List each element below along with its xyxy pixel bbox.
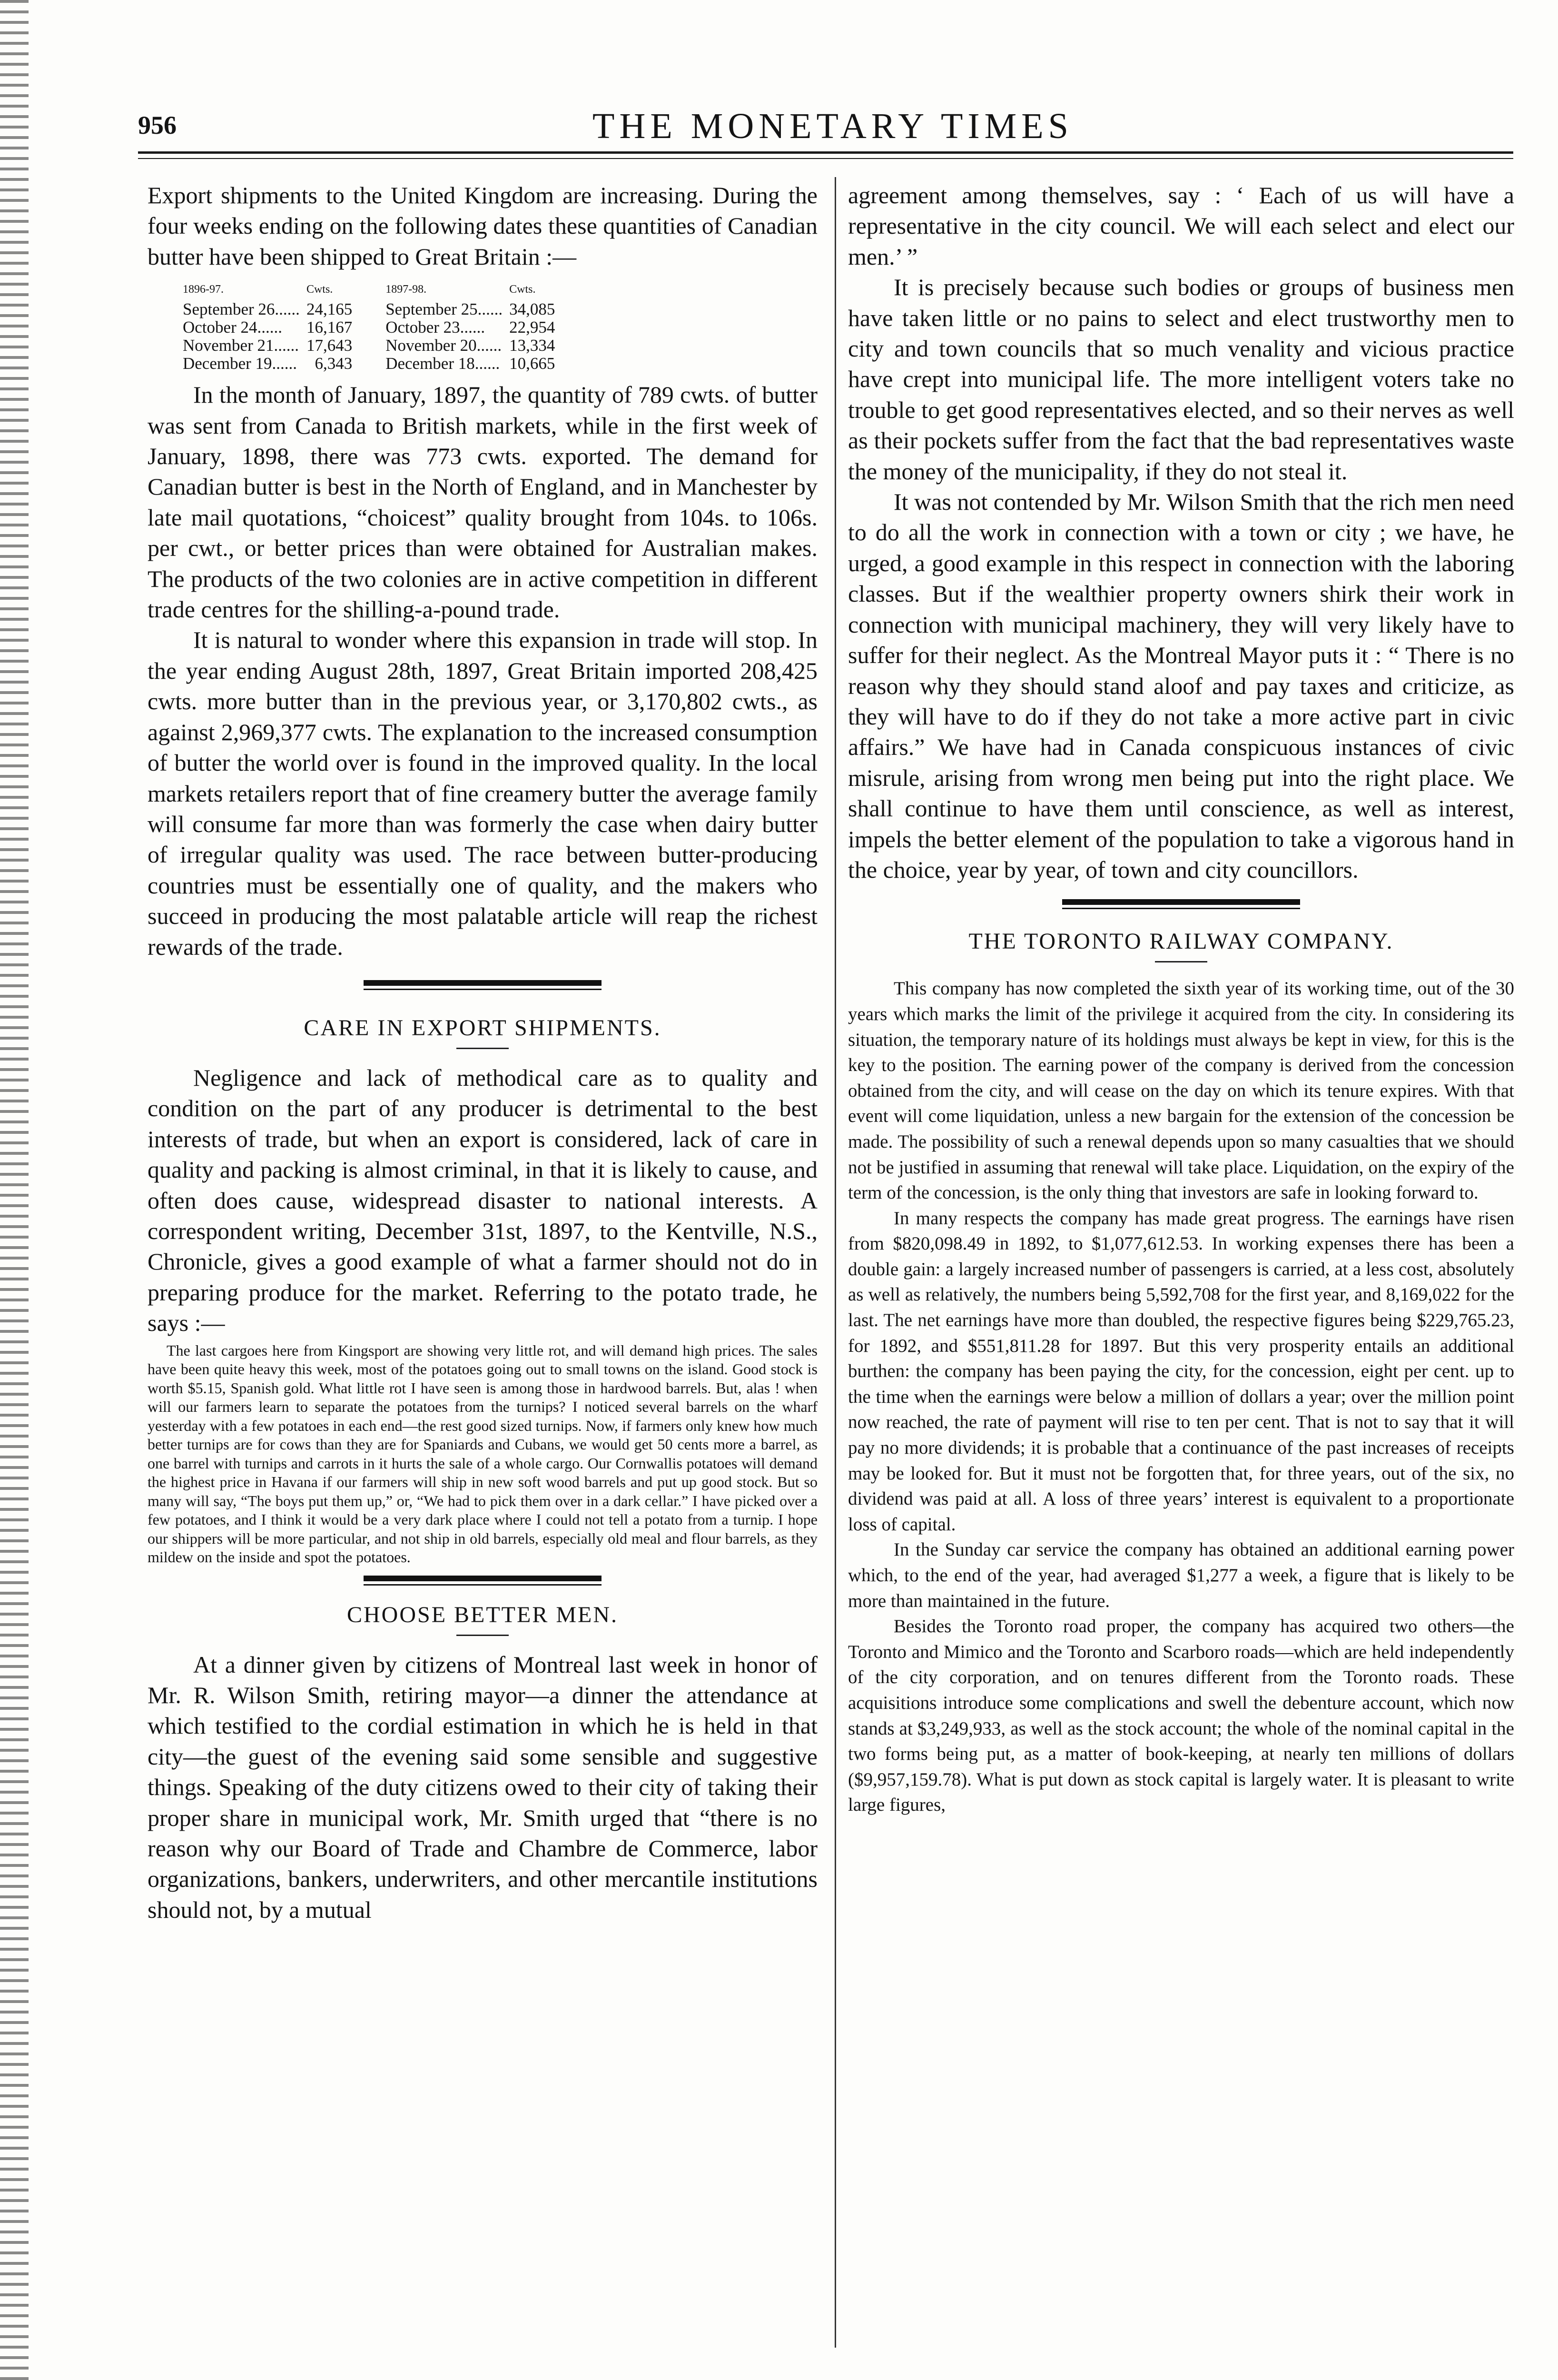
butter-expansion-paragraph: It is natural to wonder where this expansion in trade will stop. In the year ending August 28th, 1897, Great Britain imported 208,425 cwts. more butter than in the previous year, or 3,170,802 cwts., as against 2,969,377 cwts. The explanation to the increased consumption of butter the world over is found in the improved quality. In the local markets retailers report that of fine creamery butter the average family will consume far more than was formerly the case when dairy butter of irregular quality was used. The race between butter-producing countries must be essentially one of quality, and the makers who succeed in producing the most palatable article will reap the richest rewards of the trade.: [148, 626, 818, 960]
table-cell: 24,165: [306, 300, 353, 319]
table-cell: 22,954: [509, 318, 555, 337]
continued-paragraph: agreement among themselves, say : ‘ Each of us will have a representative in the city council. We will each select and elect our men.’ ”: [848, 182, 1514, 270]
section-separator: [364, 980, 602, 990]
care-paragraph: Negligence and lack of methodical care as to quality and condition on the part of any producer is detrimental to the best interests of trade, but when an export is considered, lack of care in quality and packing is almost criminal, in that it is likely to cause, and often does cause, widespread disaster to national interests. A correspondent writing, December 31st, 1897, to the Kentville, N.S., Chronicle, gives a good example of what a farmer should not do in preparing produce for the market. Referring to the potato trade, he says :—: [148, 1064, 818, 1337]
potato-quote: The last cargoes here from Kingsport are showing very little rot, and will demand high prices. The sales have been quite heavy this week, most of the potatoes going out to small towns on the island. Good stock is worth $5.15, Spanish gold. What little rot I have seen is among those in hardwood barrels. But, alas ! when will our farmers learn to separate the potatoes from the turnips? I noticed several barrels on the wharf yesterday with a few potatoes in each end—the rest good sized turnips. Now, if farmers only knew how much better turnips are for cows than they are for Spaniards and Cubans, we would get 50 cents more a barrel, as one barrel with turnips and carrots in it hurts the sale of a whole cargo. Our Cornwallis potatoes will demand the highest price in Havana if our farmers will ship in new soft wood barrels and put up good stock. But so many will say, “The boys put them up,” or, “We had to pick them over in a dark cellar.” I have picked over a few potatoes, and I think it would be a very dark place where I could not tell a potato from a turnip. I hope our shippers will be more particular, and not ship in old barrels, especially old meal and flour barrels, as they mildew on the inside and spot the potatoes.: [148, 1341, 818, 1566]
heading-choose-better-men: CHOOSE BETTER MEN.: [347, 1602, 618, 1627]
table-cell: September 26......: [183, 300, 300, 319]
wilson-smith-paragraph: It was not contended by Mr. Wilson Smith that the rich men need to do all the work in connection with a town or city ; we have, he urged, a good example in this respect in connection with the laboring classes. But if the wealthier property owners shirk their work in connection with municipal machinery, they will very likely have to suffer for their neglect. As the Montreal Mayor puts it : “ There is no reason why they should stand aloof and pay taxes and criticize, as they will have to do if they do not take a more active part in civic affairs.” We have had in Canada conspicuous instances of civic misrule, arising from wrong men being put into the right place. We shall continue to have them until conscience, as well as interest, impels the better element of the population to take a vigorous hand in the choice, year by year, of town and city councillors.: [848, 488, 1514, 883]
section-separator: [364, 1576, 602, 1586]
business-men-paragraph: It is precisely because such bodies or groups of business men have taken little or no pains to select and elect trustworthy men to city and town councils that so much venality and vicious practice have crept into municipal life. The more intelligent voters take no trouble to get good representatives elected, and so their nerves as well as their pockets suffer from the fact that the bad representatives waste the money of the municipality, if they do not steal it.: [848, 274, 1514, 485]
masthead-title: THE MONETARY TIMES: [592, 106, 1073, 146]
table-row: [183, 318, 555, 337]
section-separator: [1062, 899, 1300, 909]
toronto-paragraph-4: Besides the Toronto road proper, the company has acquired two others—the Toronto and Mimico and the Toronto and Scarboro roads—which are held independently of the city corporation, and on tenures different from the Toronto roads. These acquisitions introduce some complications and swell the debenture account, which now stands at $3,249,933, as well as the stock account; the whole of the nominal capital in the two forms being put, as a matter of book-keeping, at nearly ten millions of dollars ($9,957,159.78). What is put down as stock capital is largely water. It is pleasant to write large figures,: [848, 1616, 1514, 1815]
page-binding-edge: [0, 0, 29, 2380]
table-cell: 34,085: [509, 300, 555, 319]
table-cell: October 23......: [385, 318, 485, 337]
butter-shipments-table: [183, 280, 555, 373]
table-header-cell: Cwts.: [509, 283, 536, 296]
table-cell: October 24......: [183, 318, 282, 337]
heading-underline: [1155, 961, 1207, 962]
page-number: 956: [138, 111, 177, 139]
heading-underline: [456, 1635, 509, 1636]
table-cell: 16,167: [306, 318, 353, 337]
toronto-paragraph-2: In many respects the company has made great progress. The earnings have risen from $820,098.49 in 1892, to $1,077,612.53. In working expenses there has been a double gain: a largely increased number of passengers is carried, at a less cost, absolutely as well as relatively, the numbers being 5,592,708 for the first year, and 8,169,022 for the last. The net earnings have more than doubled, the respective figures being $229,765.23, for 1892, and $551,811.28 for 1897. But this very prosperity entails an additional burthen: the company has been paying the city, for the concession, eight per cent. up to the time when the earnings were below a million of dollars a year; over the million point now reached, the rate of payment will rise to ten per cent. That is not to say that it will pay no more dividends; it is probable that a continuance of the past increases of receipts may be looked for. But it must not be forgotten that, for three years, out of the six, no dividend was paid at all. A loss of three years’ interest is equivalent to a proportionate loss of capital.: [848, 1208, 1514, 1535]
table-header-row: [183, 280, 555, 300]
left-column: [148, 180, 818, 1925]
header-rule-thick: [138, 151, 1513, 154]
table-row: [183, 300, 555, 318]
toronto-paragraph-3: In the Sunday car service the company has obtained an additional earning power which, to the end of the year, had averaged $1,277 a week, a figure that is likely to be more than maintained in the future.: [848, 1539, 1514, 1611]
heading-underline: [456, 1048, 509, 1049]
table-cell: 17,643: [306, 336, 353, 355]
table-cell: 10,665: [509, 354, 555, 373]
choose-better-men-paragraph: At a dinner given by citizens of Montreal last week in honor of Mr. R. Wilson Smith, retiring mayor—a dinner the attendance at which testified to the cordial estimation in which he is held in that city—the guest of the evening said some sensible and suggestive things. Speaking of the duty citizens owed to their city of taking their proper share in municipal work, Mr. Smith urged that “there is no reason why our Board of Trade and Chambre de Commerce, labor organizations, bankers, underwriters, and other mercantile institutions should not, by a mutual: [148, 1651, 818, 1923]
butter-january-paragraph: In the month of January, 1897, the quantity of 789 cwts. of butter was sent from Canada to British markets, while in the first week of January, 1898, there was 773 cwts. exported. The demand for Canadian butter is best in the North of England, and in Manchester by late mail quotations, “choicest” quality brought from 104s. to 106s. per cwt., or better prices than were obtained for Australian makes. The products of the two colonies are in active competition in different trade centres for the shilling-a-pound trade.: [148, 381, 818, 623]
table-cell: December 19......: [183, 354, 297, 373]
heading-toronto-railway-company: THE TORONTO RAILWAY COMPANY.: [968, 929, 1394, 954]
table-cell: December 18......: [385, 354, 500, 373]
table-row: [183, 355, 555, 373]
table-cell: November 21......: [183, 336, 299, 355]
table-cell: 6,343: [315, 354, 353, 373]
table-header-cell: Cwts.: [306, 283, 333, 296]
table-cell: November 20......: [385, 336, 502, 355]
butter-intro-paragraph: Export shipments to the United Kingdom are increasing. During the four weeks ending on the following dates these quantities of Canadian butter have been shipped to Great Britain :—: [148, 182, 818, 270]
header-rule-thin: [138, 158, 1513, 159]
table-header-cell: 1897-98.: [385, 283, 427, 296]
column-divider: [835, 177, 836, 2348]
toronto-paragraph-1: This company has now completed the sixth year of its working time, out of the 30 years which marks the limit of the privilege it acquired from the city. In considering its situation, the temporary nature of its holdings must always be kept in view, for this is the key to the position. The earning power of the company is derived from the concession obtained from the city, and will cease on the day on which its tenure expires. With that event will come liquidation, unless a new bargain for the extension of the concession be made. The possibility of such a renewal depends upon so many casualties that we should not be justified in assuming that renewal will take place. Liquidation, on the expiry of the term of the concession, is the only thing that investors are safe in looking forward to.: [848, 978, 1514, 1203]
table-cell: September 25......: [385, 300, 503, 319]
heading-care-in-export-shipments: CARE IN EXPORT SHIPMENTS.: [304, 1015, 661, 1041]
table-row: [183, 337, 555, 355]
table-cell: 13,334: [509, 336, 555, 355]
right-column: [848, 180, 1514, 1818]
table-header-cell: 1896-97.: [183, 283, 224, 296]
